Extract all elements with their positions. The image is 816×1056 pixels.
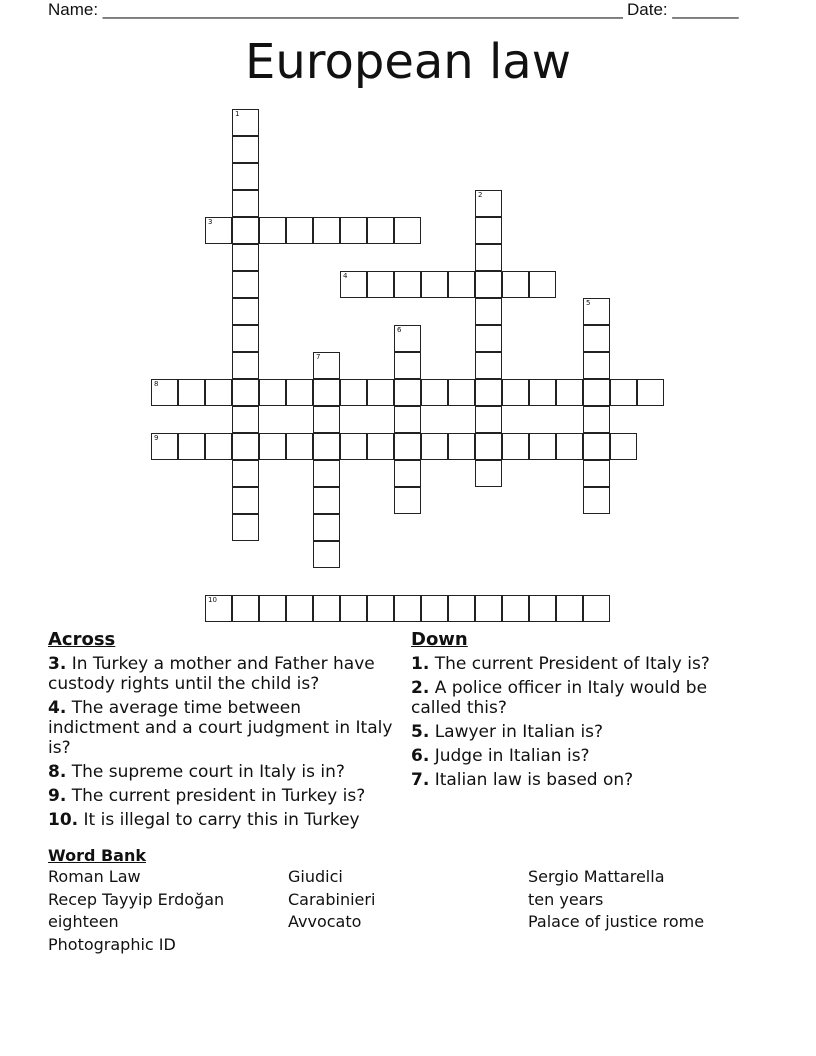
grid-cell (394, 271, 421, 298)
grid-cell (394, 595, 421, 622)
grid-cell (394, 433, 421, 460)
grid-cell (529, 433, 556, 460)
grid-cell (232, 271, 259, 298)
cell-number: 10 (208, 596, 217, 604)
grid-cell (232, 514, 259, 541)
clue-text: Judge in Italian is? (434, 746, 590, 766)
grid-cell (232, 109, 259, 136)
grid-cell (583, 406, 610, 433)
clue-number: 1. (411, 654, 430, 674)
cell-number: 5 (586, 299, 591, 307)
clue-text: The current president in Turkey is? (71, 786, 366, 806)
word-bank-item: Recep Tayyip Erdoğan (48, 889, 225, 909)
clue-text: The current President of Italy is? (434, 654, 710, 674)
grid-cell (232, 379, 259, 406)
down-clue (411, 746, 756, 766)
down-clue (411, 654, 756, 674)
grid-cell (502, 433, 529, 460)
grid-cell (340, 379, 367, 406)
across-clue (48, 698, 393, 758)
grid-cell (340, 271, 367, 298)
grid-cell (475, 298, 502, 325)
grid-cell (556, 595, 583, 622)
down-clue (411, 678, 756, 718)
grid-cell (286, 379, 313, 406)
grid-cell (313, 217, 340, 244)
clue-text: It is illegal to carry this in Turkey (83, 810, 360, 830)
grid-cell (583, 298, 610, 325)
grid-cell (394, 379, 421, 406)
grid-cell (583, 460, 610, 487)
word-bank-item: Sergio Mattarella (528, 867, 665, 886)
grid-cell (475, 325, 502, 352)
grid-cell (367, 379, 394, 406)
grid-cell (232, 406, 259, 433)
grid-cell (475, 595, 502, 622)
grid-cell (259, 433, 286, 460)
grid-cell (556, 379, 583, 406)
word-bank-item: Giudici (288, 867, 343, 886)
across-clue (48, 786, 393, 806)
clue-number: 4. (48, 698, 67, 718)
grid-cell (313, 433, 340, 460)
grid-cell (448, 379, 475, 406)
across-heading: Across (48, 629, 116, 650)
grid-cell (502, 271, 529, 298)
grid-cell (313, 514, 340, 541)
word-bank-item: Roman Law (48, 867, 141, 886)
grid-cell (367, 433, 394, 460)
grid-cell (610, 379, 637, 406)
clue-number: 8. (48, 762, 67, 782)
clue-text: In Turkey a mother and Father have custody rights until the child is? (48, 654, 375, 694)
down-clues (411, 630, 756, 794)
grid-cell (475, 352, 502, 379)
grid-cell (232, 217, 259, 244)
grid-cell (286, 433, 313, 460)
across-clue (48, 762, 393, 782)
clue-text: Italian law is based on? (434, 770, 634, 790)
grid-cell (313, 541, 340, 568)
grid-cell (583, 487, 610, 514)
grid-cell (205, 433, 232, 460)
clue-text: The supreme court in Italy is in? (71, 762, 345, 782)
grid-cell (232, 325, 259, 352)
grid-cell (502, 595, 529, 622)
down-heading: Down (411, 629, 468, 650)
grid-cell (475, 433, 502, 460)
word-bank-title: Word Bank (48, 846, 147, 865)
grid-cell (529, 271, 556, 298)
grid-cell (259, 595, 286, 622)
grid-cell (475, 217, 502, 244)
clue-number: 6. (411, 746, 430, 766)
grid-cell (583, 379, 610, 406)
grid-cell (583, 325, 610, 352)
grid-cell (313, 406, 340, 433)
grid-cell (610, 433, 637, 460)
clue-number: 2. (411, 678, 430, 698)
clue-number: 9. (48, 786, 67, 806)
grid-cell (583, 352, 610, 379)
across-clues (48, 630, 393, 834)
grid-cell (205, 379, 232, 406)
grid-cell (340, 433, 367, 460)
grid-cell (232, 190, 259, 217)
grid-cell (583, 595, 610, 622)
grid-cell (529, 379, 556, 406)
grid-cell (205, 217, 232, 244)
grid-cell (178, 433, 205, 460)
grid-cell (178, 379, 205, 406)
grid-cell (313, 460, 340, 487)
word-bank-item: Photographic ID (48, 934, 176, 954)
grid-cell (367, 271, 394, 298)
down-clue (411, 722, 756, 742)
grid-cell (313, 487, 340, 514)
grid-cell (421, 379, 448, 406)
grid-cell (232, 163, 259, 190)
grid-cell (367, 217, 394, 244)
clue-number: 5. (411, 722, 430, 742)
grid-cell (475, 406, 502, 433)
grid-cell (313, 352, 340, 379)
across-clue (48, 810, 393, 830)
grid-cell (232, 298, 259, 325)
grid-cell (475, 379, 502, 406)
grid-cell (394, 217, 421, 244)
grid-cell (205, 595, 232, 622)
clue-text: A police officer in Italy would be called this? (411, 678, 708, 718)
grid-cell (286, 595, 313, 622)
grid-cell (421, 433, 448, 460)
word-bank-list (48, 867, 768, 955)
grid-cell (583, 433, 610, 460)
clue-text: Lawyer in Italian is? (434, 722, 604, 742)
clue-number: 7. (411, 770, 430, 790)
down-clue (411, 770, 756, 790)
grid-cell (421, 595, 448, 622)
grid-cell (340, 595, 367, 622)
grid-cell (475, 460, 502, 487)
cell-number: 7 (316, 353, 321, 361)
grid-cell (151, 433, 178, 460)
grid-cell (340, 217, 367, 244)
grid-cell (502, 379, 529, 406)
grid-cell (151, 379, 178, 406)
word-bank-item: eighteen (48, 912, 119, 931)
clue-text: The average time between indictment and a court judgment in Italy is? (48, 698, 393, 758)
grid-cell (394, 406, 421, 433)
grid-cell (394, 460, 421, 487)
grid-cell (286, 217, 313, 244)
cell-number: 3 (208, 218, 213, 226)
grid-cell (232, 352, 259, 379)
grid-cell (448, 433, 475, 460)
grid-cell (232, 460, 259, 487)
grid-cell (232, 433, 259, 460)
grid-cell (394, 487, 421, 514)
grid-cell (232, 244, 259, 271)
grid-cell (394, 325, 421, 352)
grid-cell (475, 190, 502, 217)
grid-cell (448, 271, 475, 298)
grid-cell (475, 271, 502, 298)
cell-number: 1 (235, 110, 240, 118)
grid-cell (259, 379, 286, 406)
grid-cell (394, 352, 421, 379)
word-bank-item: ten years (528, 889, 604, 909)
grid-cell (367, 595, 394, 622)
cell-number: 2 (478, 191, 483, 199)
word-bank-item: Avvocato (288, 912, 362, 931)
grid-cell (556, 433, 583, 460)
cell-number: 4 (343, 272, 348, 280)
clue-number: 3. (48, 654, 67, 674)
grid-cell (313, 379, 340, 406)
grid-cell (529, 595, 556, 622)
word-bank-item: Carabinieri (288, 889, 376, 909)
grid-cell (475, 244, 502, 271)
grid-cell (232, 136, 259, 163)
grid-cell (637, 379, 664, 406)
grid-cell (259, 217, 286, 244)
clue-number: 10. (48, 810, 79, 830)
name-field-label: Name: _______________________________________________________ (48, 0, 623, 19)
grid-cell (448, 595, 475, 622)
page-title: European law (245, 34, 571, 90)
grid-cell (232, 595, 259, 622)
grid-cell (232, 487, 259, 514)
word-bank-item: Palace of justice rome (528, 912, 705, 931)
word-bank (48, 846, 768, 955)
across-clue (48, 654, 393, 694)
grid-cell (421, 271, 448, 298)
cell-number: 8 (154, 380, 159, 388)
grid-cell (313, 595, 340, 622)
date-field-label: Date: _______ (627, 0, 739, 19)
cell-number: 9 (154, 434, 159, 442)
cell-number: 6 (397, 326, 402, 334)
